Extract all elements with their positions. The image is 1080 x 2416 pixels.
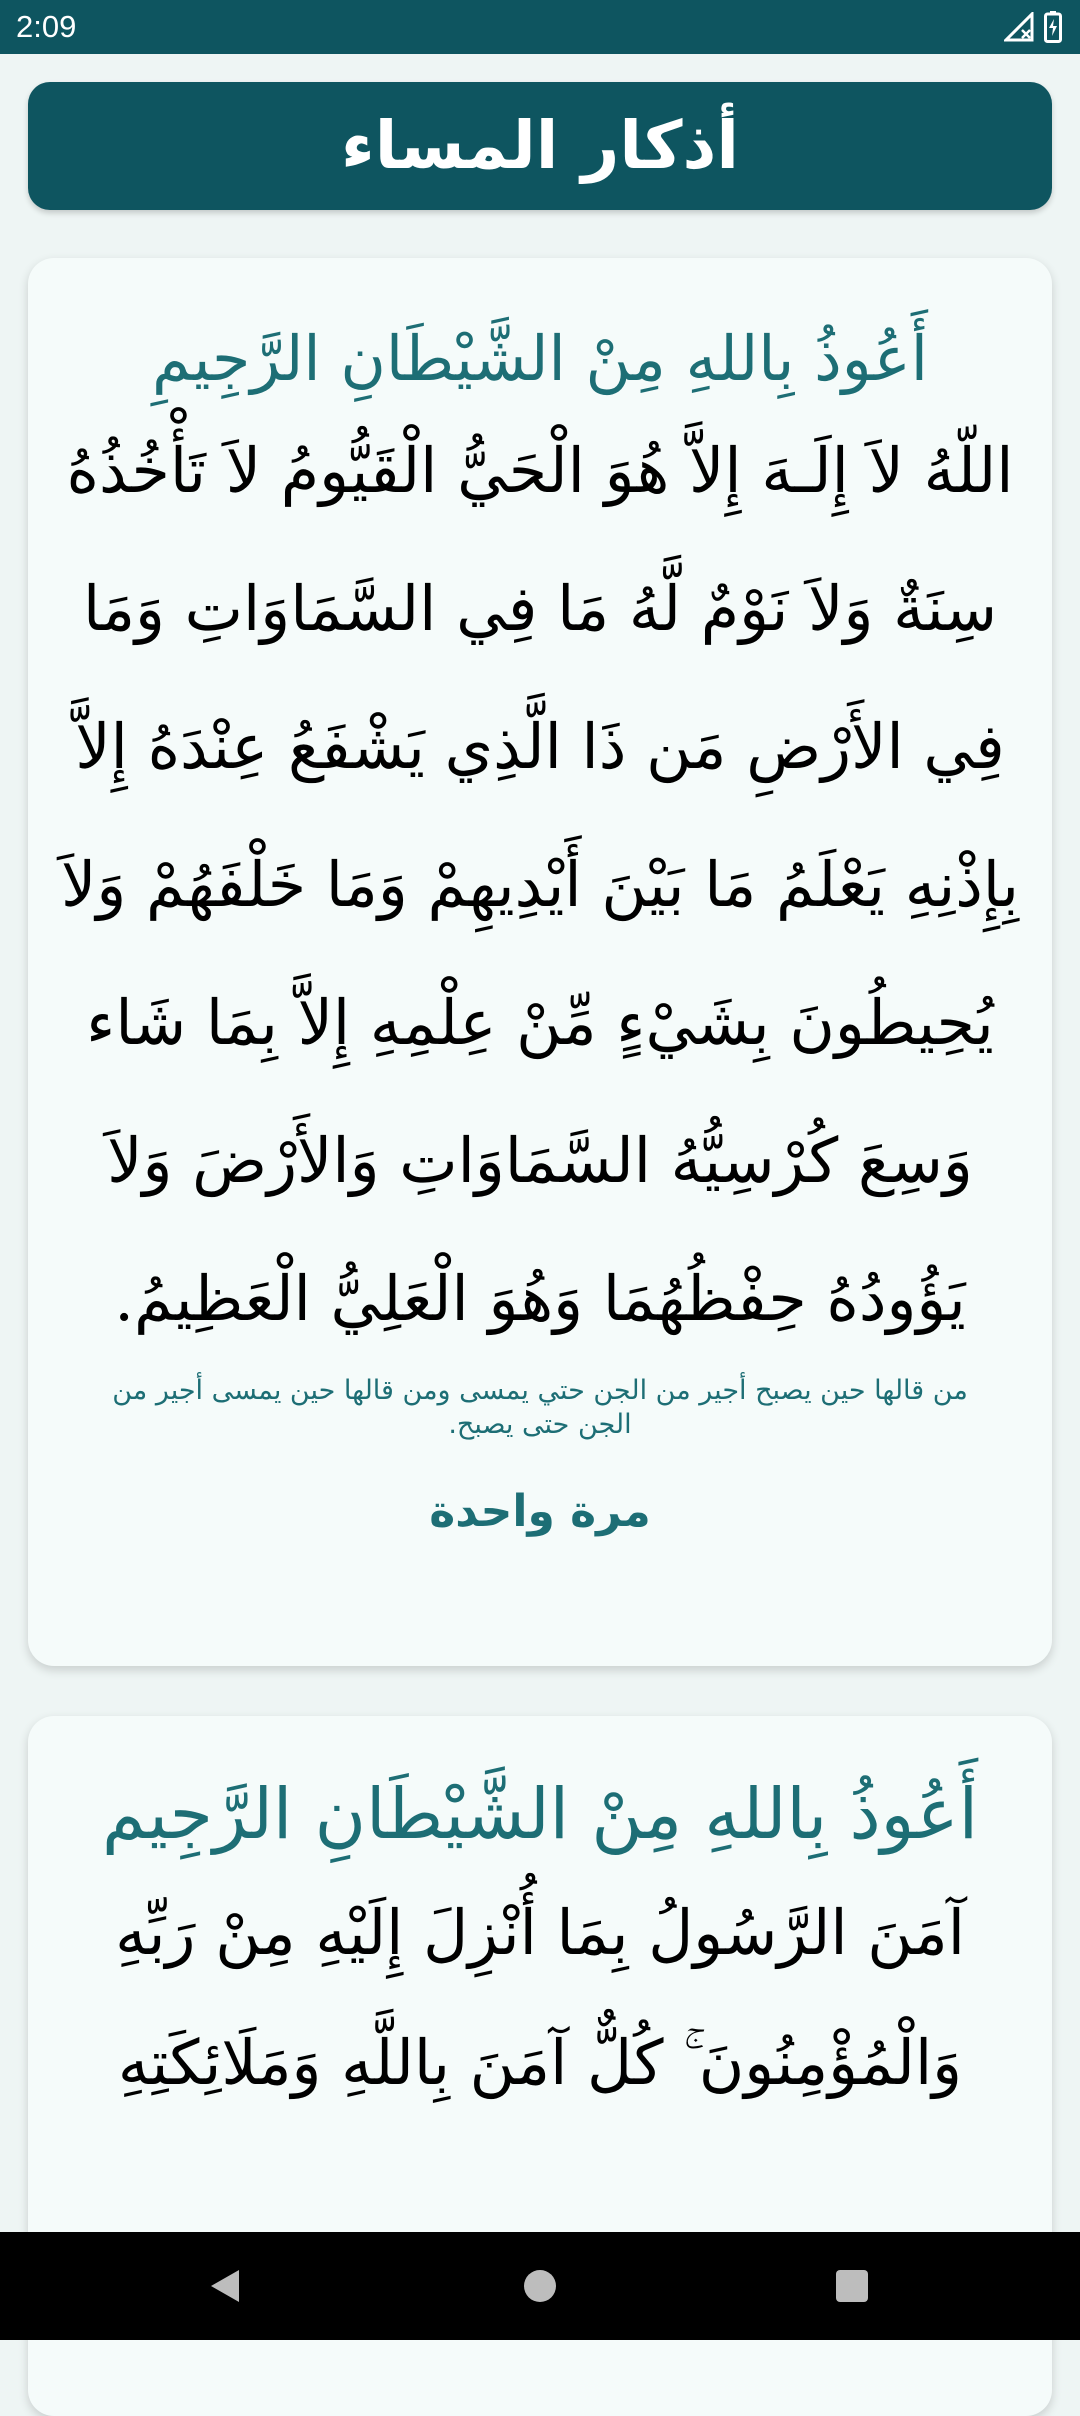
home-button[interactable] xyxy=(480,2232,600,2340)
dhikr-text: اللّهُ لاَ إِلَـهَ إِلاَّ هُوَ الْحَيُّ الْقَيُّومُ لاَ تَأْخُذُهُ سِنَةٌ وَلاَ نَوْمٌ لَّهُ مَا فِي السَّمَاوَاتِ وَمَا فِي الأَرْضِ مَن ذَا الَّذِي يَشْفَعُ عِنْدَهُ إِلاَّ بِإِذْنِهِ يَعْلَمُ مَا بَيْنَ أَيْدِيهِمْ وَمَا خَلْفَهُمْ وَلاَ يُحِيطُونَ بِشَيْءٍ مِّنْ عِلْمِهِ إِلاَّ بِمَا شَاء وَسِعَ كُرْسِيُّهُ السَّمَاوَاتِ وَالأَرْضَ وَلاَ يَؤُودُهُ حِفْظُهُمَا وَهُوَ الْعَلِيُّ الْعَظِيمُ. xyxy=(61,434,1019,1335)
dhikr-card[interactable] xyxy=(28,258,1052,1666)
istiatha-heading: أَعُوذُ بِاللهِ مِنْ الشَّيْطَانِ الرَّجِيم xyxy=(101,1773,979,1855)
page-title: أذكار المساء xyxy=(341,107,739,184)
dhikr-virtue: من قالها حين يصبح أجير من الجن حتي يمسى ومن قالها حين يمسى أجير من الجن حتى يصبح. xyxy=(112,1375,968,1440)
recents-icon xyxy=(835,2269,869,2303)
page-header xyxy=(28,82,1052,210)
battery-charging-icon xyxy=(1044,11,1062,43)
back-button[interactable] xyxy=(165,2232,285,2340)
status-icons xyxy=(1004,10,1062,44)
repeat-count: مرة واحدة xyxy=(429,1486,651,1537)
signal-off-icon xyxy=(1004,12,1034,42)
status-time: 2:09 xyxy=(16,9,77,44)
istiatha-heading: أَعُوذُ بِاللهِ مِنْ الشَّيْطَانِ الرَّجِيمِ xyxy=(152,322,928,395)
recents-button[interactable] xyxy=(792,2232,912,2340)
navigation-bar xyxy=(0,2232,1080,2340)
dhikr-text: آمَنَ الرَّسُولُ بِمَا أُنْزِلَ إِلَيْهِ مِنْ رَبِّهِ وَالْمُؤْمِنُونَ ۚ كُلٌّ آمَنَ بِاللَّهِ وَمَلَائِكَتِهِ xyxy=(115,1896,965,2099)
home-icon xyxy=(522,2268,558,2304)
back-icon xyxy=(208,2267,242,2305)
status-bar xyxy=(0,0,1080,54)
